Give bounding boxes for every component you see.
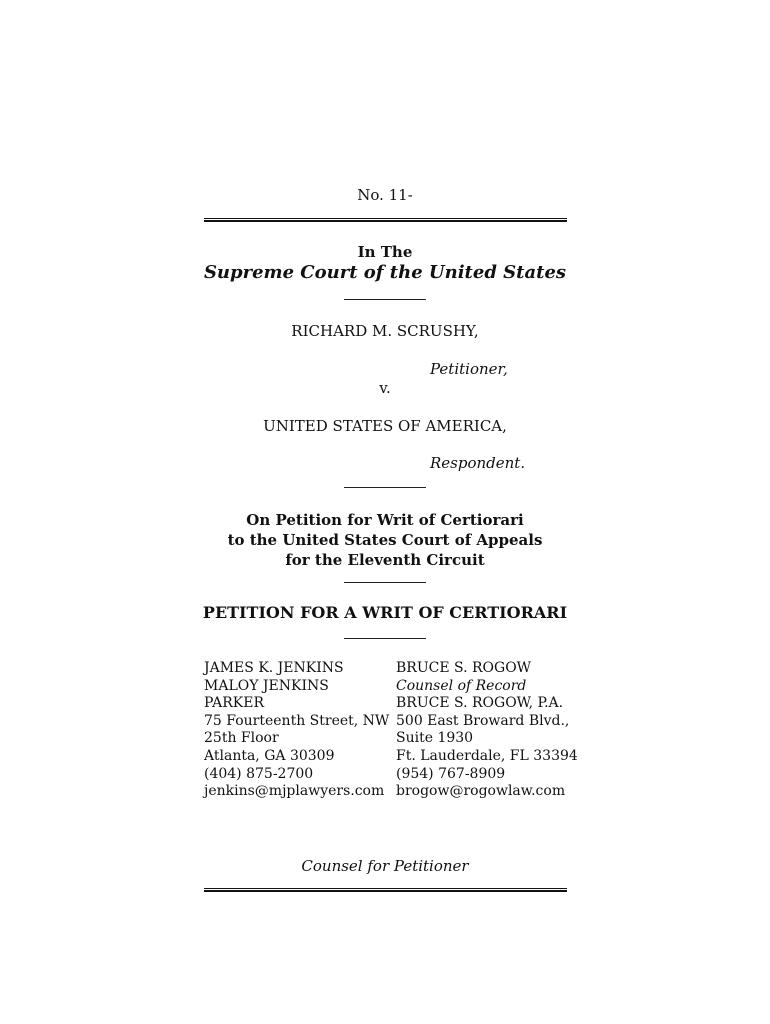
respondent-role: Respondent. (430, 454, 526, 472)
section-divider (344, 638, 426, 639)
docket-number: No. 11- (357, 186, 413, 204)
top-double-rule (204, 218, 567, 222)
counsel-email: brogow@rogowlaw.com (396, 783, 566, 800)
bottom-double-rule (204, 888, 567, 892)
section-divider (344, 487, 426, 488)
counsel-line: Suite 1930 (396, 730, 474, 747)
certiorari-heading-line: for the Eleventh Circuit (285, 551, 485, 569)
counsel-email: jenkins@mjplawyers.com (204, 783, 385, 800)
section-divider (344, 299, 426, 300)
court-prefix: In The (357, 243, 413, 261)
counsel-line: 75 Fourteenth Street, NW (204, 712, 390, 729)
counsel-line: BRUCE S. ROGOW, P.A. (396, 695, 564, 712)
counsel-line: Atlanta, GA 30309 (204, 747, 335, 764)
counsel-block-left (204, 660, 389, 801)
section-divider (344, 582, 426, 583)
counsel-line: JAMES K. JENKINS (204, 660, 344, 676)
petitioner-name: RICHARD M. SCRUSHY, (291, 322, 479, 340)
versus-label: v. (379, 379, 391, 397)
certiorari-heading-line: On Petition for Writ of Certiorari (246, 511, 524, 529)
certiorari-heading (0, 510, 770, 570)
counsel-line: (404) 875-2700 (204, 765, 314, 782)
counsel-line: (954) 767-8909 (396, 765, 506, 782)
counsel-line: 25th Floor (204, 730, 279, 747)
counsel-line: Ft. Lauderdale, FL 33394 (396, 747, 578, 764)
counsel-line: BRUCE S. ROGOW (396, 660, 532, 676)
petition-title: PETITION FOR A WRIT OF CERTIORARI (202, 603, 568, 622)
counsel-block-right (396, 660, 578, 801)
counsel-line: 500 East Broward Blvd., (396, 712, 570, 729)
counsel-line: PARKER (204, 695, 265, 712)
counsel-for-petitioner: Counsel for Petitioner (301, 857, 469, 875)
certiorari-heading-line: to the United States Court of Appeals (227, 531, 543, 549)
respondent-name: UNITED STATES OF AMERICA, (263, 417, 507, 435)
court-name: Supreme Court of the United States (203, 262, 567, 283)
petitioner-role: Petitioner, (430, 360, 508, 378)
counsel-line: MALOY JENKINS (204, 677, 329, 694)
counsel-of-record-label: Counsel of Record (396, 677, 527, 694)
